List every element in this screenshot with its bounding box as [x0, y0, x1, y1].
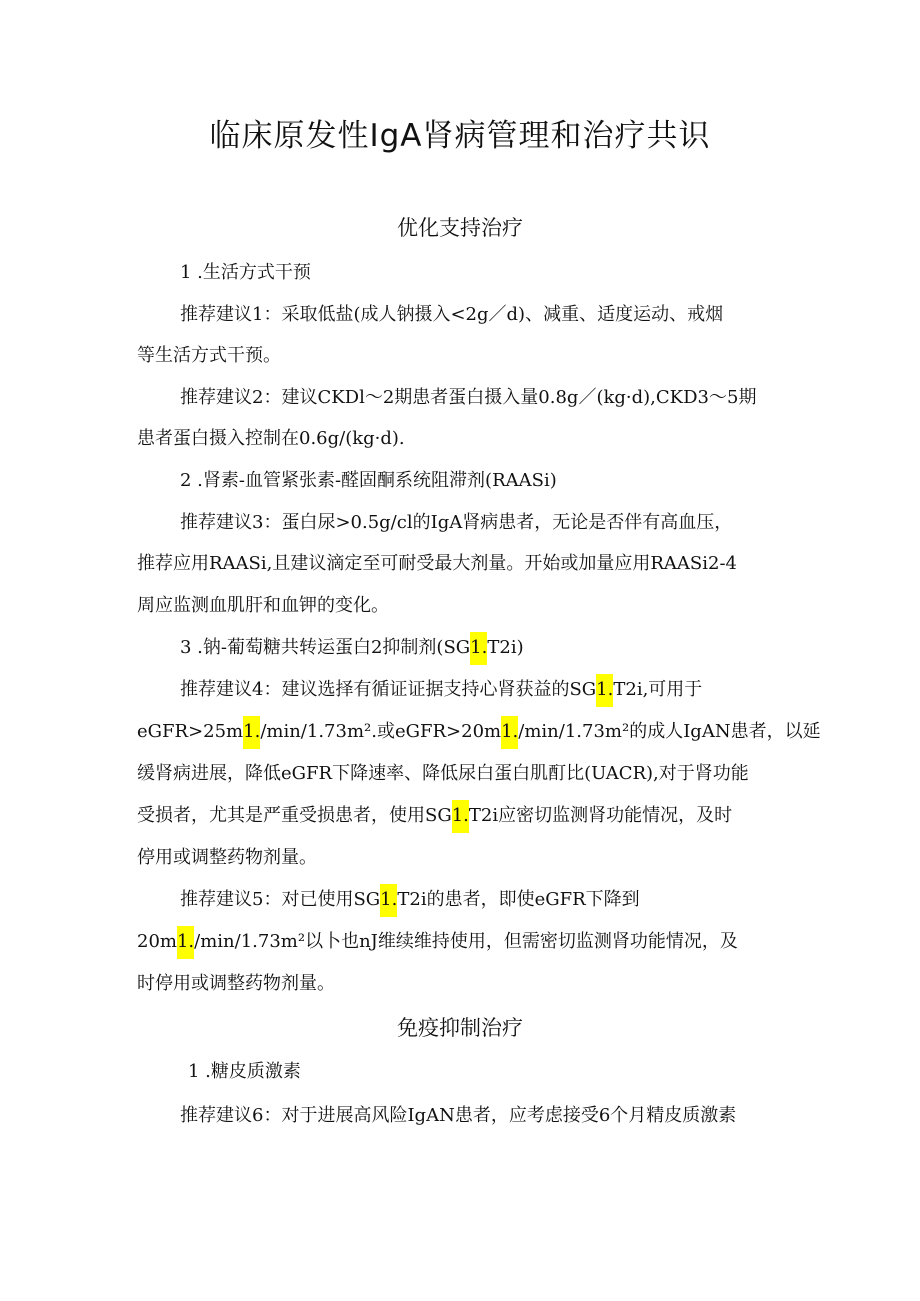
text-highlight: 1.: [380, 884, 397, 917]
subheading-sglt2i: 3 .钠-葡萄糖共转运蛋白2抑制剂(SG1.T2i): [180, 633, 524, 663]
section-heading-supportive: 优化支持治疗: [397, 216, 523, 240]
recommendation-3-line-3: 周应监测血肌肝和血钾的变化。: [137, 595, 389, 616]
recommendation-2-line-1: 推荐建议2：建议CKDl～2期患者蛋白摄入量0.8g／(kg·d),CKD3～5期: [180, 387, 757, 408]
recommendation-4-line-4: 受损者，尤其是严重受损患者，使用SG1.T2i应密切监测肾功能情况，及时: [137, 801, 732, 831]
recommendation-5-line-2: 20m1./min/1.73m²以卜也nJ维续维持使用，但需密切监测肾功能情况，及: [137, 927, 738, 957]
recommendation-2-line-2: 患者蛋白摄入控制在0.6g/(kg·d).: [137, 428, 405, 449]
subheading-glucocorticoids: 1 .糖皮质激素: [188, 1061, 301, 1082]
text-highlight: 1.: [470, 632, 487, 665]
recommendation-1-line-2: 等生活方式干预。: [137, 345, 281, 366]
recommendation-3-line-2: 推荐应用RAASi,且建议滴定至可耐受最大剂量。开始或加量应用RAASi2-4: [137, 553, 737, 574]
text-highlight: 1.: [596, 674, 613, 707]
recommendation-4-line-2: eGFR>25m1./min/1.73m².或eGFR>20m1./min/1.73m²的成人IgAN患者，以延: [137, 717, 821, 747]
text-highlight: 1.: [243, 716, 260, 749]
text-highlight: 1.: [177, 926, 194, 959]
subheading-raasi: 2 .肾素-血管紧张素-醛固酮系统阻滞剂(RAASi): [180, 470, 557, 491]
document-title: 临床原发性IgA肾病管理和治疗共识: [209, 118, 711, 154]
text-highlight: 1.: [452, 800, 469, 833]
recommendation-6-line-1: 推荐建议6：对于进展高风险IgAN患者，应考虑接受6个月精皮质激素: [180, 1105, 737, 1126]
subheading-lifestyle: 1 .生活方式干预: [180, 262, 311, 283]
recommendation-5-line-1: 推荐建议5：对已使用SG1.T2i的患者，即使eGFR下降到: [180, 885, 640, 915]
recommendation-4-line-3: 缓肾病进展，降低eGFR下降速率、降低尿白蛋白肌酊比(UACR),对于肾功能: [137, 763, 749, 784]
recommendation-4-line-1: 推荐建议4：建议选择有循证证据支持心肾获益的SG1.T2i,可用于: [180, 675, 702, 705]
section-heading-immunosuppression: 免疫抑制治疗: [397, 1016, 523, 1040]
recommendation-5-line-3: 时停用或调整药物剂量。: [137, 973, 335, 994]
recommendation-3-line-1: 推荐建议3：蛋白尿>0.5g/cl的IgA肾病患者，无论是否伴有高血压，: [180, 512, 733, 533]
recommendation-1-line-1: 推荐建议1：采取低盐(成人钠摄入<2g／d)、减重、适度运动、戒烟: [180, 304, 724, 325]
recommendation-4-line-5: 停用或调整药物剂量。: [137, 847, 317, 868]
text-highlight: 1.: [501, 716, 518, 749]
